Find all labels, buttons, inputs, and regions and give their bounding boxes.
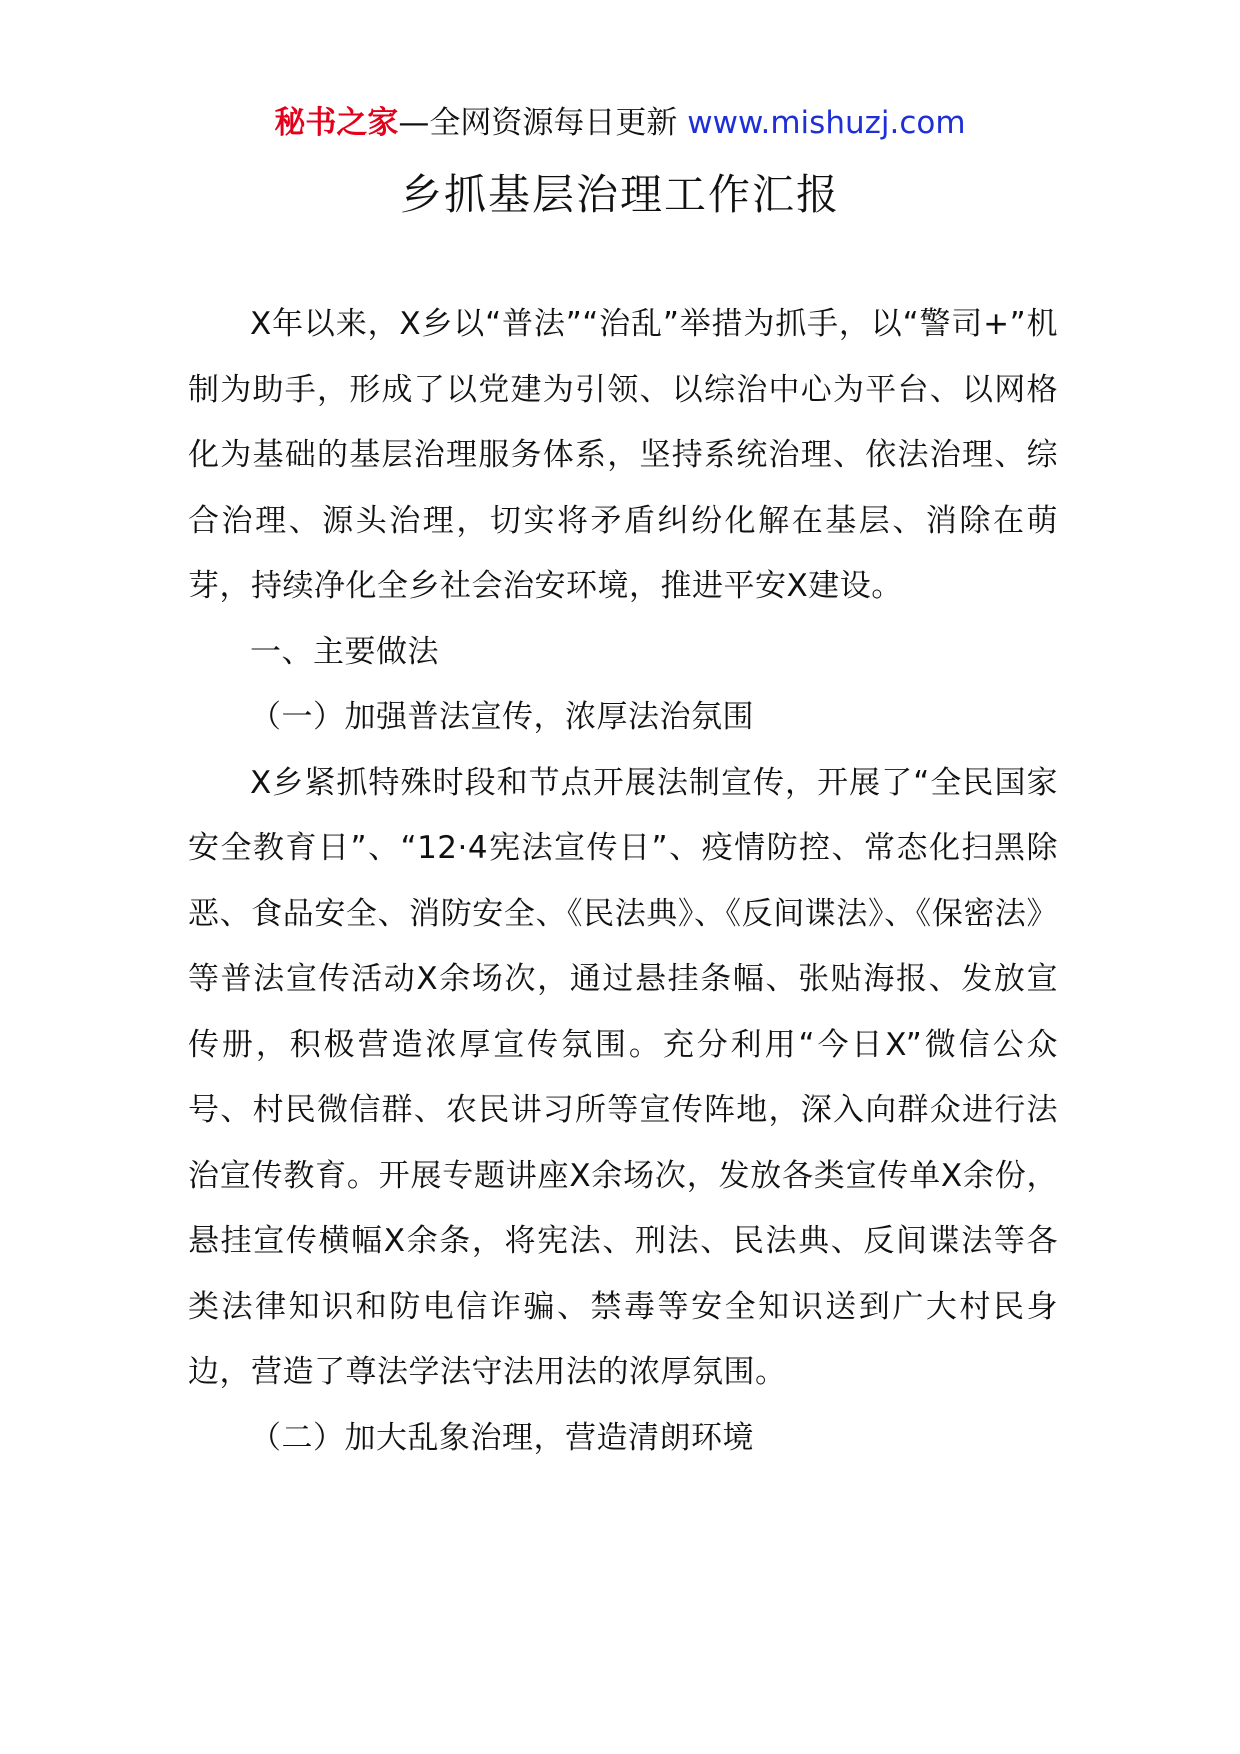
site-name: 秘书之家 [274,105,399,141]
document-body [188,292,1058,1471]
subsection-heading-disorder-governance: （二）加大乱象治理，营造清朗环境 [250,1419,754,1456]
legal-publicity-paragraph: X乡紧抓特殊时段和节点开展法制宣传，开展了“全民国家安全教育日”、“12·4宪法宣传日”、疫情防控、常态化扫黑除恶、食品安全、消防安全、《民法典》、《反间谍法》、《保密法》等普法宣传活动X余场次，通过悬挂条幅、张贴海报、发放宣传册，积极营造浓厚宣传氛围。充分利用“今日X”微信公众号、村民微信群、农民讲习所等宣传阵地，深入向群众进行法治宣传教育。开展专题讲座X余场次，发放各类宣传单X余份，悬挂宣传横幅X余条，将宪法、刑法、民法典、反间谍法等各类法律知识和防电信诈骗、禁毒等安全知识送到广大村民身边，营造了尊法学法守法用法的浓厚氛围。 [188,764,1058,1390]
site-header [0,98,1240,148]
site-tagline: —全网资源每日更新 [398,105,688,141]
section-heading-main-practices: 一、主要做法 [250,633,439,670]
document-title: 乡抓基层治理工作汇报 [399,170,840,219]
intro-paragraph: X年以来，X乡以“普法”“治乱”举措为抓手，以“警司+”机制为助手，形成了以党建为引领、以综治中心为平台、以网格化为基础的基层治理服务体系，坚持系统治理、依法治理、综合治理、源头治理，切实将矛盾纠纷化解在基层、消除在萌芽，持续净化全乡社会治安环境，推进平安X建设。 [188,306,1058,604]
subsection-heading-legal-publicity: （一）加强普法宣传，浓厚法治氛围 [250,699,754,735]
site-url-link[interactable]: www.mishuzj.com [687,105,966,141]
